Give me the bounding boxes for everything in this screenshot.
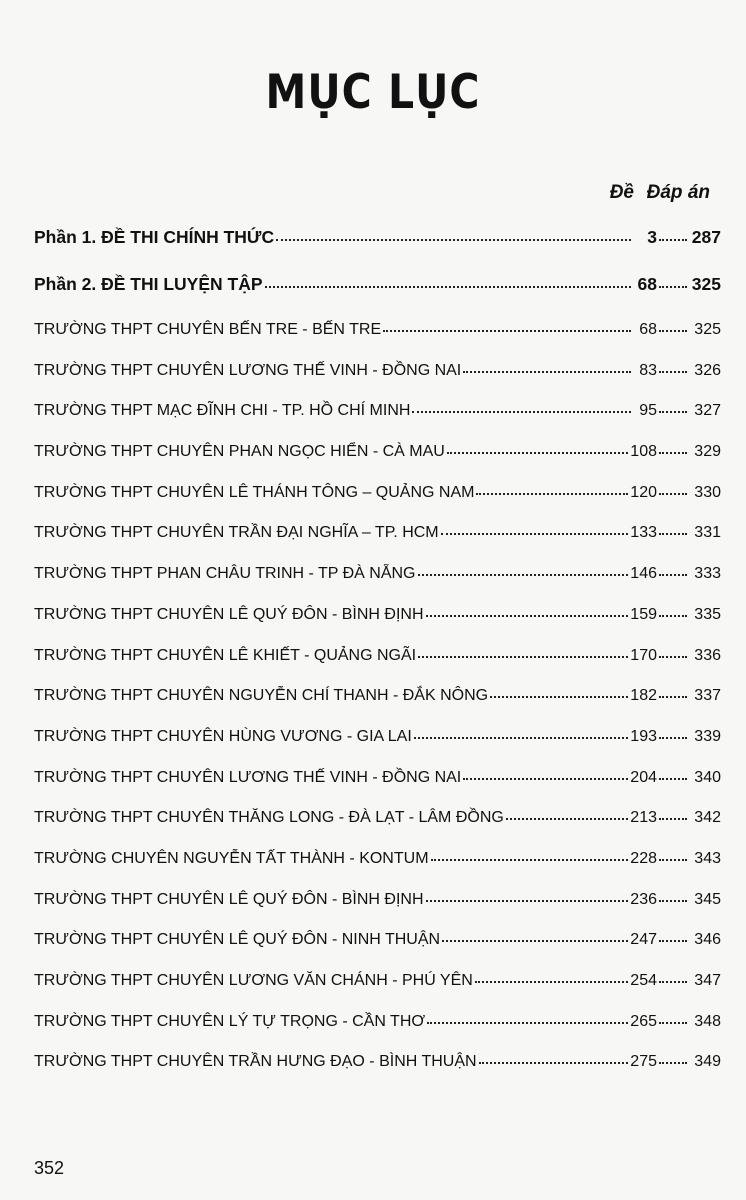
toc-entry[interactable]: [34, 931, 721, 972]
toc-entry-label: TRƯỜNG THPT CHUYÊN LÝ TỰ TRỌNG - CẦN THƠ: [34, 1012, 426, 1030]
toc-entry[interactable]: [34, 362, 721, 403]
dot-leader: [479, 1062, 629, 1064]
dot-leader: [659, 452, 687, 454]
toc-answer-page: 345: [694, 890, 721, 908]
toc-entry[interactable]: [34, 728, 721, 769]
toc-de-page: 120: [630, 483, 657, 501]
toc-entry-label: TRƯỜNG THPT CHUYÊN LÊ QUÝ ĐÔN - NINH THUẬN: [34, 931, 441, 949]
toc-de-page: 95: [639, 402, 657, 420]
toc-entry[interactable]: [34, 443, 721, 484]
toc-entry[interactable]: [34, 321, 721, 362]
toc-de-page: 236: [630, 890, 657, 908]
table-of-contents: [34, 227, 721, 1094]
dot-leader: [659, 900, 687, 902]
toc-de-page: 247: [630, 931, 657, 949]
toc-answer-page: 327: [694, 402, 721, 420]
toc-entry-label: TRƯỜNG THPT CHUYÊN LÊ THÁNH TÔNG – QUẢNG NAM: [34, 483, 475, 501]
dot-leader: [506, 818, 628, 820]
dot-leader: [659, 737, 687, 739]
toc-de-page: 133: [630, 524, 657, 542]
toc-answer-page: 333: [694, 565, 721, 583]
dot-leader: [659, 411, 687, 413]
dot-leader: [414, 737, 629, 739]
toc-answer-page: 325: [691, 274, 721, 294]
toc-answer-page: 329: [694, 443, 721, 461]
toc-entry-label: TRƯỜNG THPT CHUYÊN LÊ QUÝ ĐÔN - BÌNH ĐỊNH: [34, 890, 424, 908]
toc-de-page: 83: [639, 361, 657, 379]
toc-entry-label: TRƯỜNG THPT CHUYÊN LÊ QUÝ ĐÔN - BÌNH ĐỊNH: [34, 605, 424, 623]
toc-entry-label: TRƯỜNG THPT MẠC ĐĨNH CHI - TP. HỒ CHÍ MINH: [34, 402, 411, 420]
toc-entry-label: TRƯỜNG THPT CHUYÊN TRẦN ĐẠI NGHĨA – TP. HCM: [34, 524, 439, 542]
toc-de-page: 159: [630, 605, 657, 623]
toc-answer-page: 347: [694, 972, 721, 989]
toc-answer-page: 325: [694, 321, 721, 338]
toc-entry[interactable]: [34, 402, 721, 443]
toc-answer-page: 335: [694, 605, 721, 623]
dot-leader: [427, 1022, 628, 1024]
toc-de-page: 68: [639, 321, 657, 338]
dot-leader: [659, 493, 687, 495]
toc-part-label: Phần 1. ĐỀ THI CHÍNH THỨC: [34, 227, 275, 247]
toc-de-page: 193: [630, 727, 657, 745]
toc-entry[interactable]: [34, 972, 721, 1013]
toc-entry[interactable]: [34, 687, 721, 728]
toc-de-page: 254: [630, 972, 657, 989]
page-title: MỤC LỤC: [265, 64, 481, 120]
toc-answer-page: 337: [694, 687, 721, 705]
dot-leader: [476, 493, 628, 495]
dot-leader: [659, 696, 687, 698]
dot-leader: [463, 371, 631, 373]
toc-answer-page: 326: [694, 361, 721, 379]
toc-entry[interactable]: [34, 647, 721, 688]
toc-answer-page: 340: [694, 768, 721, 786]
toc-answer-page: 346: [694, 931, 721, 949]
dot-leader: [659, 778, 687, 780]
toc-entry-label: TRƯỜNG THPT CHUYÊN LƯƠNG THẾ VINH - ĐỒNG NAI: [34, 361, 462, 379]
dot-leader: [659, 981, 687, 983]
column-header-de: Đề: [609, 182, 634, 203]
dot-leader: [431, 859, 629, 861]
toc-de-page: 146: [630, 565, 657, 583]
dot-leader: [441, 533, 629, 535]
column-headers: [0, 182, 746, 210]
toc-de-page: 170: [630, 646, 657, 664]
toc-answer-page: 330: [694, 483, 721, 501]
dot-leader: [659, 574, 687, 576]
toc-entry[interactable]: [34, 809, 721, 850]
toc-entry-label: TRƯỜNG THPT PHAN CHÂU TRINH - TP ĐÀ NẴNG: [34, 565, 416, 583]
dot-leader: [659, 239, 687, 241]
toc-answer-page: 342: [694, 809, 721, 827]
toc-entry-label: TRƯỜNG THPT CHUYÊN LƯƠNG VĂN CHÁNH - PHÚ YÊN: [34, 972, 473, 989]
toc-entry-label: TRƯỜNG THPT CHUYÊN PHAN NGỌC HIỂN - CÀ MAU: [34, 443, 445, 461]
toc-entry-label: TRƯỜNG THPT CHUYÊN LƯƠNG THẾ VINH - ĐỒNG NAI: [34, 768, 462, 786]
toc-de-page: 265: [630, 1012, 657, 1030]
dot-leader: [426, 615, 629, 617]
dot-leader: [490, 696, 628, 698]
toc-part-label: Phần 2. ĐỀ THI LUYỆN TẬP: [34, 274, 263, 294]
toc-de-page: 204: [630, 768, 657, 786]
toc-de-page: 213: [630, 809, 657, 827]
toc-entry[interactable]: [34, 565, 721, 606]
dot-leader: [659, 286, 687, 288]
dot-leader: [659, 1022, 687, 1024]
toc-answer-page: 331: [694, 524, 721, 542]
toc-answer-page: 287: [691, 227, 721, 247]
toc-de-page: 182: [630, 687, 657, 705]
toc-de-page: 228: [630, 849, 657, 867]
toc-entry-label: TRƯỜNG THPT CHUYÊN HÙNG VƯƠNG - GIA LAI: [34, 727, 412, 745]
dot-leader: [442, 940, 628, 942]
dot-leader: [463, 778, 628, 780]
toc-entry-label: TRƯỜNG THPT CHUYÊN BẾN TRE - BẾN TRE: [34, 321, 382, 338]
toc-entry[interactable]: [34, 484, 721, 525]
dot-leader: [659, 859, 687, 861]
toc-entry-label: TRƯỜNG THPT CHUYÊN THĂNG LONG - ĐÀ LẠT - LÂM ĐỒNG: [34, 809, 504, 827]
toc-answer-page: 339: [694, 727, 721, 745]
toc-de-page: 108: [630, 443, 657, 461]
dot-leader: [659, 656, 687, 658]
dot-leader: [265, 286, 632, 288]
toc-entry[interactable]: [34, 524, 721, 565]
dot-leader: [475, 981, 628, 983]
dot-leader: [659, 940, 687, 942]
page-number: 352: [34, 1158, 65, 1178]
toc-entry[interactable]: [34, 850, 721, 891]
toc-part-1[interactable]: [34, 227, 721, 274]
toc-entry-label: TRƯỜNG CHUYÊN NGUYỄN TẤT THÀNH - KONTUM: [34, 849, 429, 867]
toc-entry-label: TRƯỜNG THPT CHUYÊN NGUYỄN CHÍ THANH - ĐẮK NÔNG: [34, 687, 489, 705]
dot-leader: [659, 615, 687, 617]
dot-leader: [659, 371, 687, 373]
dot-leader: [659, 330, 687, 332]
dot-leader: [412, 411, 631, 413]
toc-entry[interactable]: [34, 1013, 721, 1054]
dot-leader: [418, 574, 629, 576]
toc-entry-label: TRƯỜNG THPT CHUYÊN TRẦN HƯNG ĐẠO - BÌNH THUẬN: [34, 1053, 477, 1071]
toc-answer-page: 343: [694, 849, 721, 867]
dot-leader: [659, 818, 687, 820]
toc-answer-page: 349: [694, 1053, 721, 1071]
column-header-dap-an: Đáp án: [646, 182, 710, 203]
toc-de-page: 3: [647, 227, 657, 247]
toc-entry[interactable]: [34, 769, 721, 810]
toc-de-page: 68: [637, 274, 657, 294]
toc-entry[interactable]: [34, 606, 721, 647]
dot-leader: [447, 452, 628, 454]
dot-leader: [276, 239, 631, 241]
toc-entry[interactable]: [34, 891, 721, 932]
toc-entry[interactable]: [34, 1053, 721, 1094]
toc-entry-label: TRƯỜNG THPT CHUYÊN LÊ KHIẾT - QUẢNG NGÃI: [34, 646, 417, 664]
toc-de-page: 275: [630, 1053, 657, 1071]
dot-leader: [426, 900, 629, 902]
dot-leader: [383, 330, 631, 332]
dot-leader: [659, 1062, 687, 1064]
toc-part-2[interactable]: [34, 274, 721, 321]
dot-leader: [418, 656, 628, 658]
dot-leader: [659, 533, 687, 535]
toc-answer-page: 348: [694, 1012, 721, 1030]
toc-answer-page: 336: [694, 646, 721, 664]
